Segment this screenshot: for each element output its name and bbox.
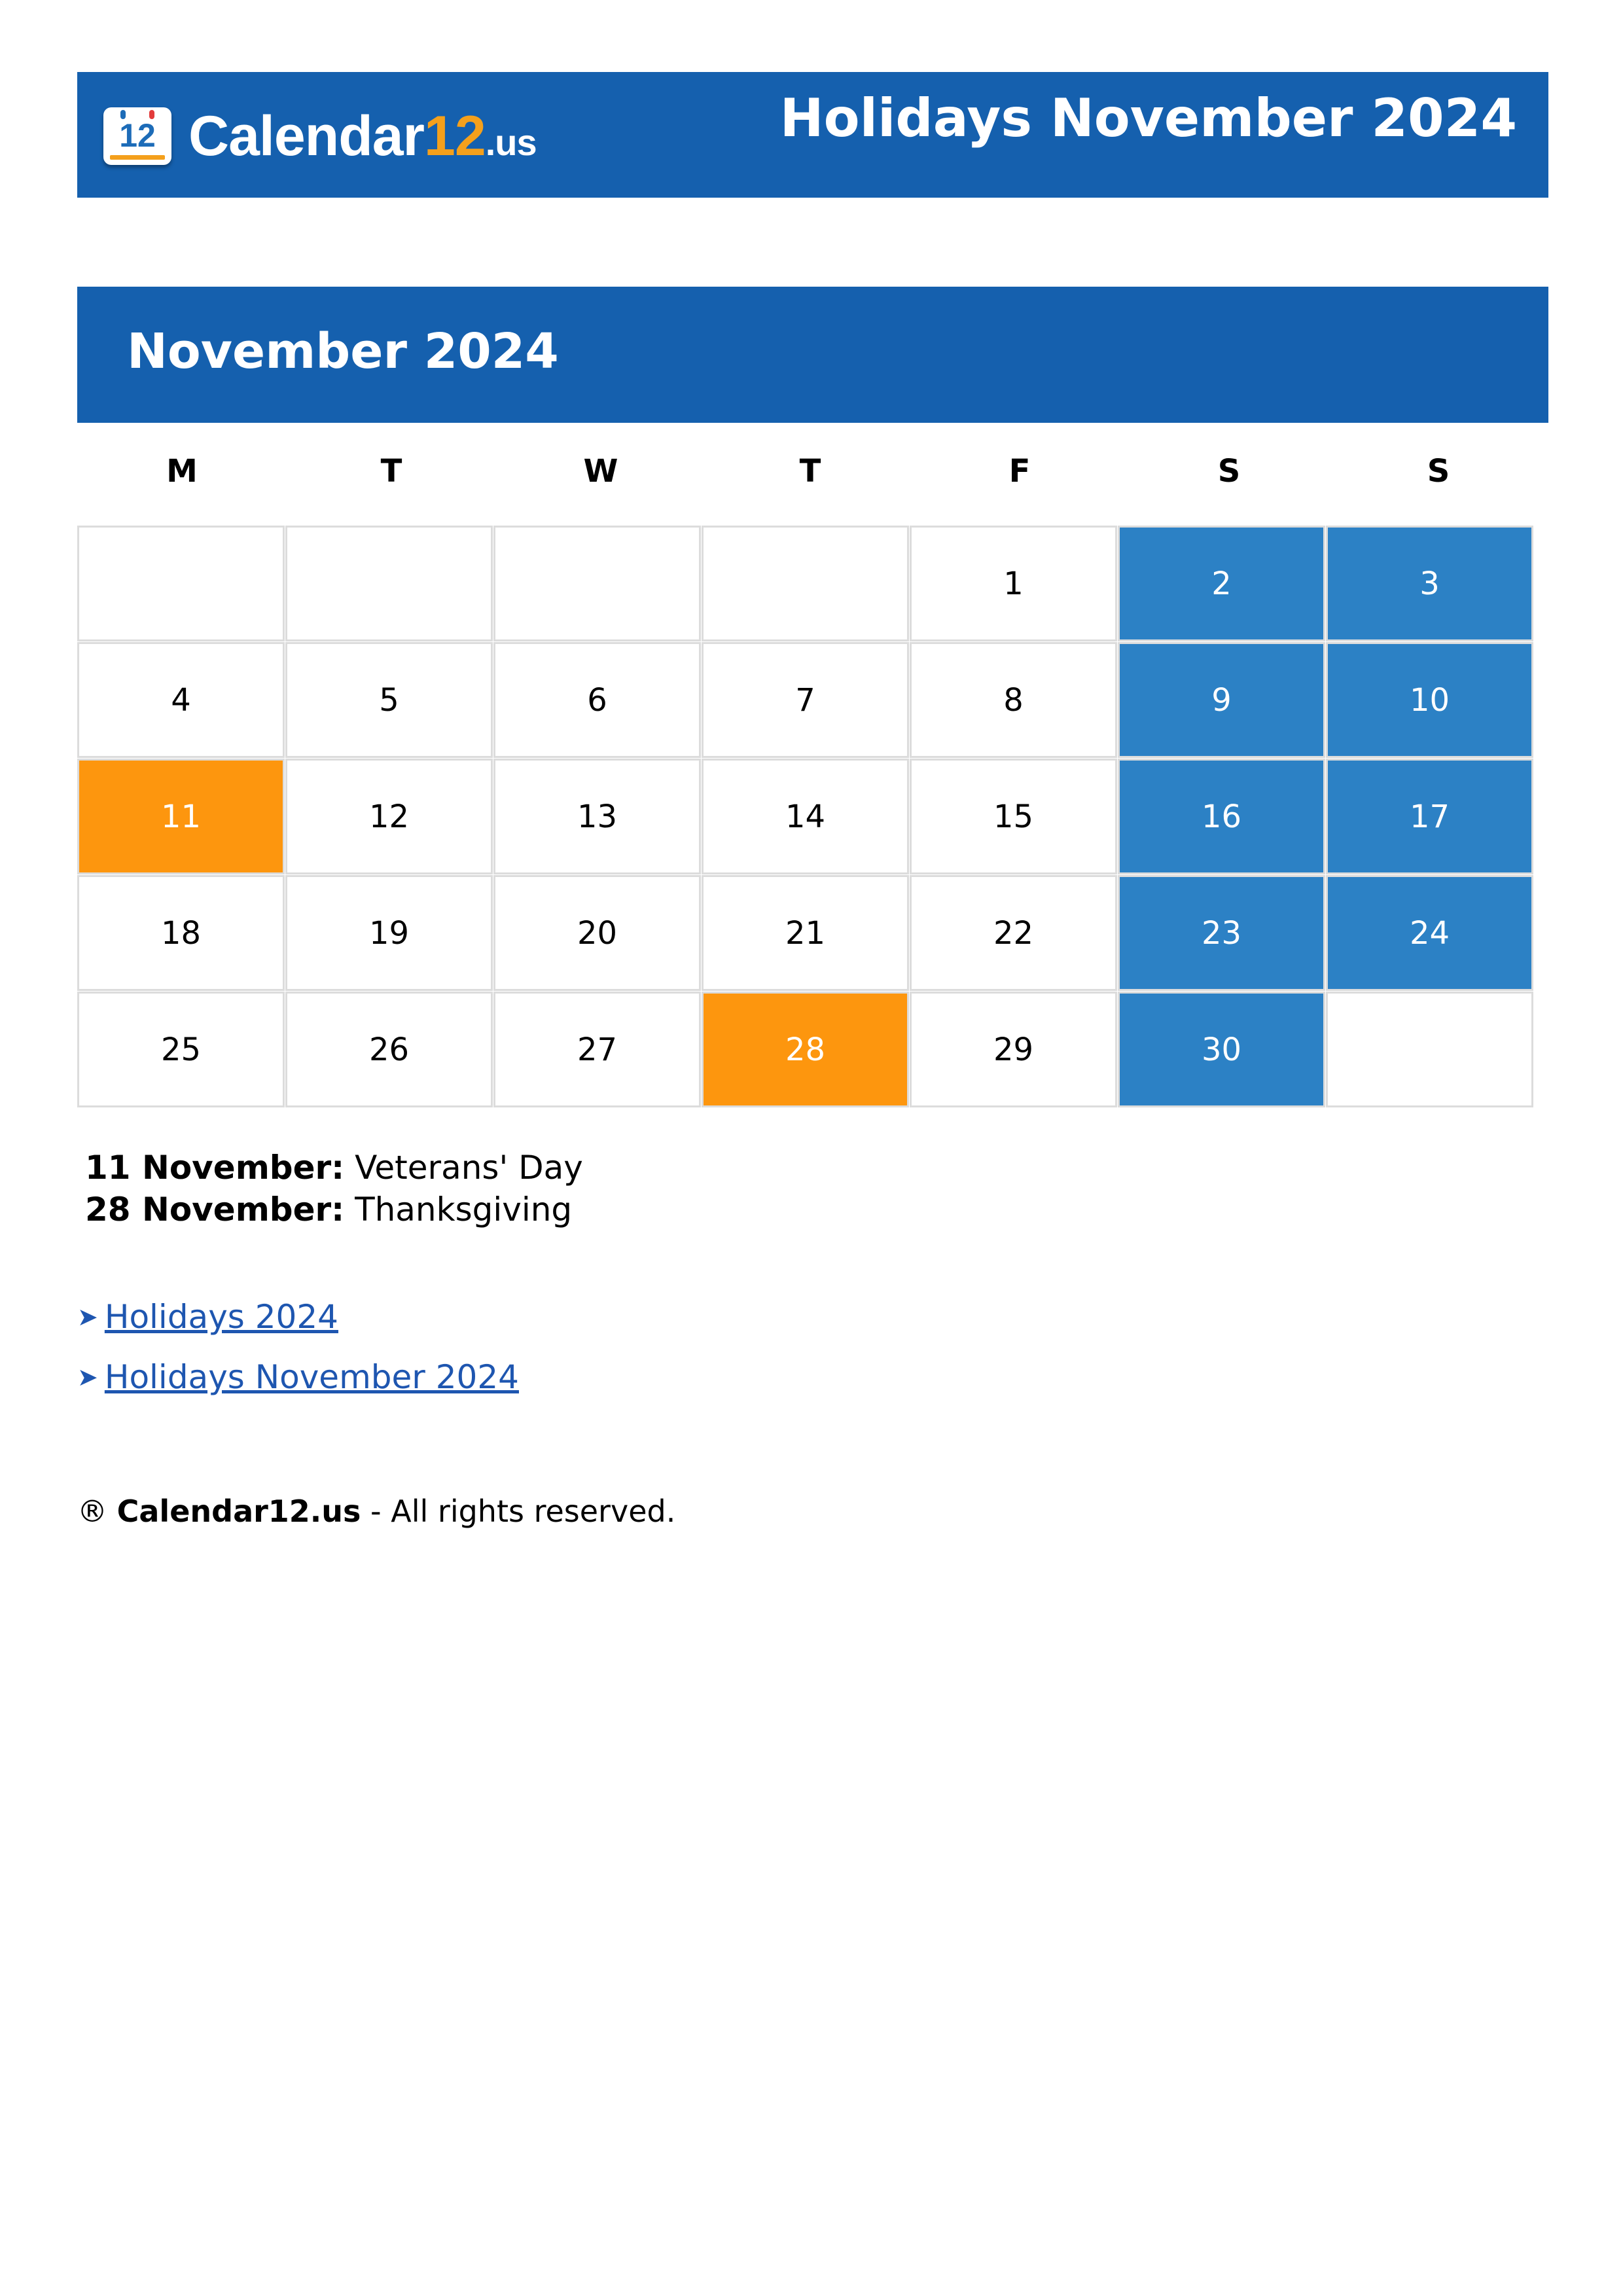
day-cell-19[interactable]: 19 xyxy=(285,875,493,991)
day-cell-20[interactable]: 20 xyxy=(493,875,701,991)
day-cell-22[interactable]: 22 xyxy=(910,875,1117,991)
holiday-entry xyxy=(85,1189,583,1230)
day-cell-15[interactable]: 15 xyxy=(910,759,1117,874)
registered-symbol: ® xyxy=(77,1494,107,1529)
logo-name-suffix: .us xyxy=(485,121,537,163)
day-cell-27[interactable]: 27 xyxy=(493,992,701,1107)
logo-wordmark xyxy=(188,104,537,169)
holiday-date: 28 November: xyxy=(85,1191,345,1229)
holiday-list xyxy=(85,1147,583,1230)
weekday-label: F xyxy=(1008,453,1031,490)
day-cell-25[interactable]: 25 xyxy=(77,992,285,1107)
holiday-name: Veterans' Day xyxy=(355,1149,583,1187)
arrow-right-icon: ➤ xyxy=(77,1363,98,1391)
link-row xyxy=(77,1287,519,1347)
day-cell-14[interactable]: 14 xyxy=(702,759,909,874)
holiday-entry xyxy=(85,1147,583,1189)
calendar-underline xyxy=(110,155,165,160)
link-holidays-2024[interactable]: Holidays 2024 xyxy=(104,1298,338,1336)
weekday-label: M xyxy=(166,453,198,490)
arrow-right-icon: ➤ xyxy=(77,1302,98,1331)
day-cell-3[interactable]: 3 xyxy=(1326,526,1533,641)
day-cell-21[interactable]: 21 xyxy=(702,875,909,991)
day-cell-24[interactable]: 24 xyxy=(1326,875,1533,991)
empty-day-cell xyxy=(702,526,909,641)
day-cell-1[interactable]: 1 xyxy=(910,526,1117,641)
site-logo[interactable] xyxy=(103,103,537,169)
weekday-label: T xyxy=(799,453,821,490)
month-title: November 2024 xyxy=(127,323,559,380)
day-cell-9[interactable]: 9 xyxy=(1118,642,1325,758)
day-cell-4[interactable]: 4 xyxy=(77,642,285,758)
day-cell-30[interactable]: 30 xyxy=(1118,992,1325,1107)
day-cell-10[interactable]: 10 xyxy=(1326,642,1533,758)
day-cell-26[interactable]: 26 xyxy=(285,992,493,1107)
day-cell-6[interactable]: 6 xyxy=(493,642,701,758)
logo-name-accent: 12 xyxy=(424,104,486,168)
day-cell-12[interactable]: 12 xyxy=(285,759,493,874)
holiday-date: 11 November: xyxy=(85,1149,345,1187)
day-cell-17[interactable]: 17 xyxy=(1326,759,1533,874)
footer-brand: Calendar12.us xyxy=(116,1494,361,1529)
holiday-name: Thanksgiving xyxy=(355,1191,573,1229)
footer-text: - All rights reserved. xyxy=(370,1494,676,1529)
weekday-label: W xyxy=(583,453,618,490)
empty-day-cell xyxy=(493,526,701,641)
month-header xyxy=(77,287,1548,423)
logo-name-main: Calendar xyxy=(188,104,425,168)
link-row xyxy=(77,1347,519,1407)
day-cell-29[interactable]: 29 xyxy=(910,992,1117,1107)
calendar-icon xyxy=(103,107,171,165)
day-cell-5[interactable]: 5 xyxy=(285,642,493,758)
day-cell-11[interactable]: 11 xyxy=(77,759,285,874)
logo-icon-number: 12 xyxy=(119,117,156,154)
day-cell-2[interactable]: 2 xyxy=(1118,526,1325,641)
weekday-label: S xyxy=(1217,453,1241,490)
day-cell-7[interactable]: 7 xyxy=(702,642,909,758)
calendar-grid xyxy=(77,526,1534,1108)
related-links xyxy=(77,1287,519,1407)
day-cell-28[interactable]: 28 xyxy=(702,992,909,1107)
footer xyxy=(77,1494,675,1529)
page-title: Holidays November 2024 xyxy=(779,88,1517,149)
page-header xyxy=(77,72,1548,198)
day-cell-8[interactable]: 8 xyxy=(910,642,1117,758)
empty-day-cell xyxy=(77,526,285,641)
empty-day-cell xyxy=(285,526,493,641)
day-cell-18[interactable]: 18 xyxy=(77,875,285,991)
weekday-label: S xyxy=(1427,453,1450,490)
day-cell-23[interactable]: 23 xyxy=(1118,875,1325,991)
day-cell-13[interactable]: 13 xyxy=(493,759,701,874)
link-holidays-november-2024[interactable]: Holidays November 2024 xyxy=(104,1358,519,1396)
weekday-label: T xyxy=(380,453,402,490)
empty-day-cell xyxy=(1326,992,1533,1107)
day-cell-16[interactable]: 16 xyxy=(1118,759,1325,874)
